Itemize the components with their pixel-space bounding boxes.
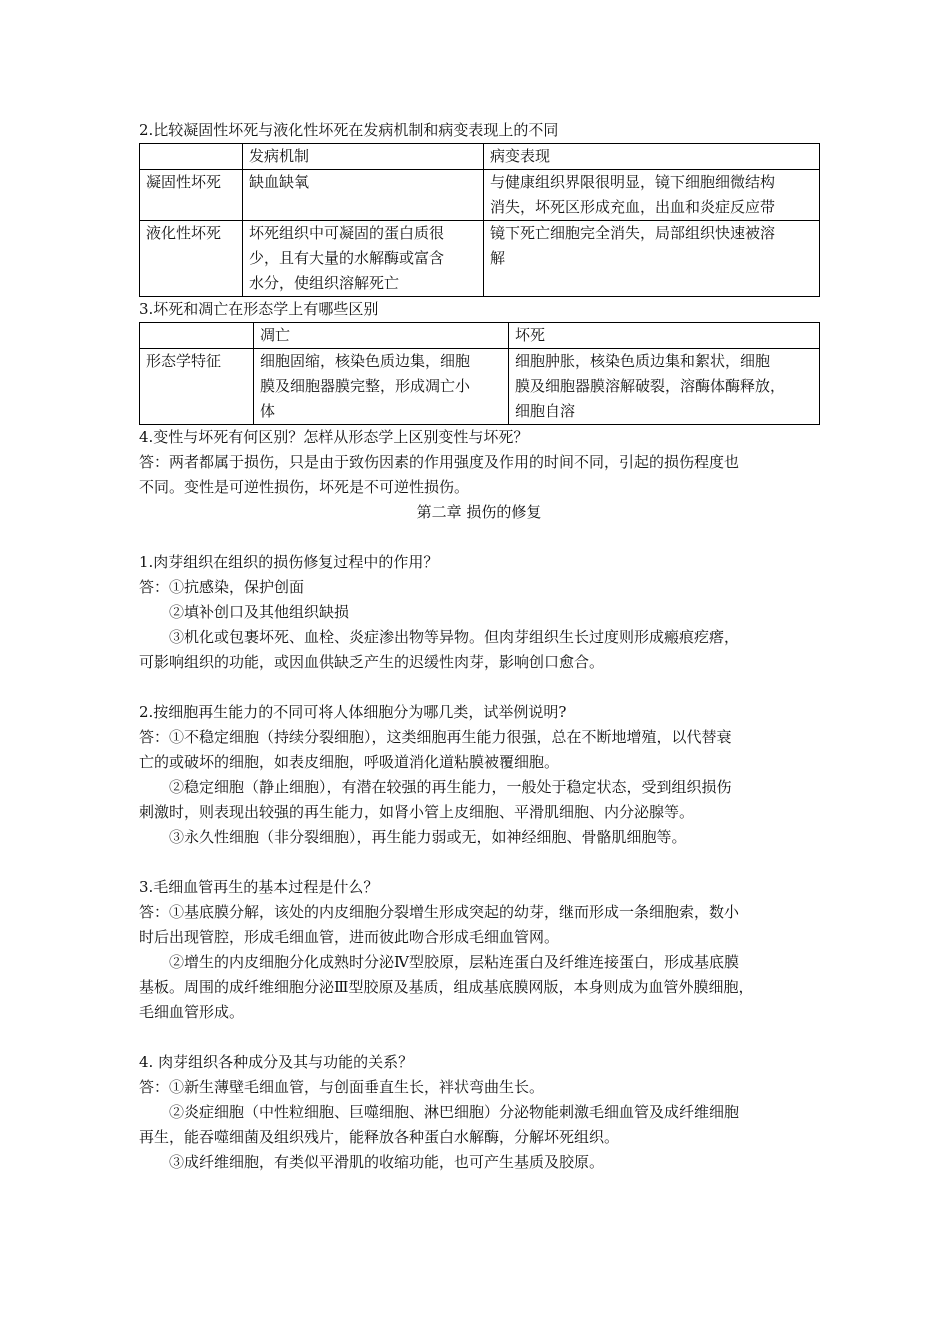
table-cell <box>484 221 820 297</box>
table-cell: 液化性坏死 <box>140 221 243 297</box>
cell-line: 坏死组织中可凝固的蛋白质很 <box>249 224 445 242</box>
answer-text: 亡的或破坏的细胞，如表皮细胞，呼吸道消化道粘膜被覆细胞。 <box>139 753 560 771</box>
cell-line: 镜下死亡细胞完全消失，局部组织快速被溶 <box>490 224 776 242</box>
answer-text: ③永久性细胞（非分裂细胞），再生能力弱或无，如神经细胞、骨骼肌细胞等。 <box>169 828 687 846</box>
table-row <box>140 170 820 221</box>
answer-text: 答：①基底膜分解，该处的内皮细胞分裂增生形成突起的幼芽，继而形成一条细胞索，数小 <box>139 903 740 921</box>
answer-text: 答：①抗感染，保护创面 <box>139 578 305 596</box>
spacer <box>139 1025 819 1050</box>
answer-text: ③机化或包裹坏死、血栓、炎症渗出物等异物。但肉芽组织生长过度则形成瘢痕疙瘩， <box>169 628 740 646</box>
section-heading: 3.坏死和凋亡在形态学上有哪些区别 <box>139 300 379 318</box>
table-header-cell: 发病机制 <box>243 144 484 170</box>
table-header-cell: 病变表现 <box>484 144 820 170</box>
table-cell <box>484 170 820 221</box>
spacer <box>139 525 819 550</box>
necrosis-comparison-table <box>139 143 820 297</box>
answer-text: 可影响组织的功能，或因血供缺乏产生的迟缓性肉芽，影响创口愈合。 <box>139 653 605 671</box>
answer-text: 刺激时，则表现出较强的再生能力，如肾小管上皮细胞、平滑肌细胞、内分泌腺等。 <box>139 803 695 821</box>
document-page <box>139 118 819 1175</box>
question-text: 4. 肉芽组织各种成分及其与功能的关系？ <box>139 1053 414 1071</box>
question-text: 2.按细胞再生能力的不同可将人体细胞分为哪几类，试举例说明? <box>139 703 567 721</box>
table-header-cell <box>140 144 243 170</box>
cell-line: 膜及细胞器膜溶解破裂，溶酶体酶释放， <box>515 377 786 395</box>
answer-text: 基板。周围的成纤维细胞分泌Ⅲ型胶原及基质，组成基底膜网版，本身则成为血管外膜细胞， <box>139 978 754 996</box>
spacer <box>139 675 819 700</box>
answer-text: 再生，能吞噬细菌及组织残片，能释放各种蛋白水解酶，分解坏死组织。 <box>139 1128 620 1146</box>
chapter-title: 第二章 损伤的修复 <box>416 503 542 521</box>
answer-text: ②增生的内皮细胞分化成熟时分泌Ⅳ型胶原，层粘连蛋白及纤维连接蛋白，形成基底膜 <box>169 953 739 971</box>
cell-line: 膜及细胞器膜完整，形成凋亡小 <box>260 377 471 395</box>
table-cell <box>243 221 484 297</box>
question-text: 4.变性与坏死有何区别？怎样从形态学上区别变性与坏死？ <box>139 428 529 446</box>
table-cell: 缺血缺氧 <box>243 170 484 221</box>
answer-text: ②炎症细胞（中性粒细胞、巨噬细胞、淋巴细胞）分泌物能刺激毛细血管及成纤维细胞 <box>169 1103 740 1121</box>
answer-text: 答：①不稳定细胞（持续分裂细胞），这类细胞再生能力很强，总在不断地增殖，以代替衰 <box>139 728 732 746</box>
table-header-cell <box>140 323 254 349</box>
question-text: 1.肉芽组织在组织的损伤修复过程中的作用？ <box>139 553 439 571</box>
question-text: 3.毛细血管再生的基本过程是什么？ <box>139 878 379 896</box>
answer-text: 时后出现管腔，形成毛细血管，进而彼此吻合形成毛细血管网。 <box>139 928 560 946</box>
table-cell <box>254 349 509 425</box>
answer-text: ②填补创口及其他组织缺损 <box>169 603 350 621</box>
cell-line: 细胞肿胀，核染色质边集和絮状，细胞 <box>515 352 771 370</box>
answer-text: ③成纤维细胞，有类似平滑肌的收缩功能，也可产生基质及胶原。 <box>169 1153 605 1171</box>
section-heading: 2.比较凝固性坏死与液化性坏死在发病机制和病变表现上的不同 <box>139 121 559 139</box>
cell-line: 与健康组织界限很明显，镜下细胞细微结构 <box>490 173 776 191</box>
table-cell: 凝固性坏死 <box>140 170 243 221</box>
cell-line: 细胞固缩，核染色质边集，细胞 <box>260 352 471 370</box>
answer-text: ②稳定细胞（静止细胞），有潜在较强的再生能力，一般处于稳定状态，受到组织损伤 <box>169 778 732 796</box>
table-cell: 形态学特征 <box>140 349 254 425</box>
answer-text: 不同。变性是可逆性损伤，坏死是不可逆性损伤。 <box>139 478 470 496</box>
cell-line: 解 <box>490 249 506 267</box>
table-row <box>140 349 820 425</box>
cell-line: 少，且有大量的水解酶或富含 <box>249 249 445 267</box>
table-header-cell: 坏死 <box>509 323 820 349</box>
cell-line: 水分，使组织溶解死亡 <box>249 274 400 292</box>
cell-line: 体 <box>260 402 276 420</box>
table-cell <box>509 349 820 425</box>
apoptosis-necrosis-table <box>139 322 820 425</box>
table-header-row <box>140 144 820 170</box>
answer-text: 答：两者都属于损伤，只是由于致伤因素的作用强度及作用的时间不同，引起的损伤程度也 <box>139 453 740 471</box>
spacer <box>139 850 819 875</box>
answer-text: 毛细血管形成。 <box>139 1003 245 1021</box>
cell-line: 消失，坏死区形成充血，出血和炎症反应带 <box>490 198 776 216</box>
table-header-row <box>140 323 820 349</box>
answer-text: 答：①新生薄壁毛细血管，与创面垂直生长，袢状弯曲生长。 <box>139 1078 545 1096</box>
cell-line: 细胞自溶 <box>515 402 576 420</box>
table-row <box>140 221 820 297</box>
table-header-cell: 凋亡 <box>254 323 509 349</box>
